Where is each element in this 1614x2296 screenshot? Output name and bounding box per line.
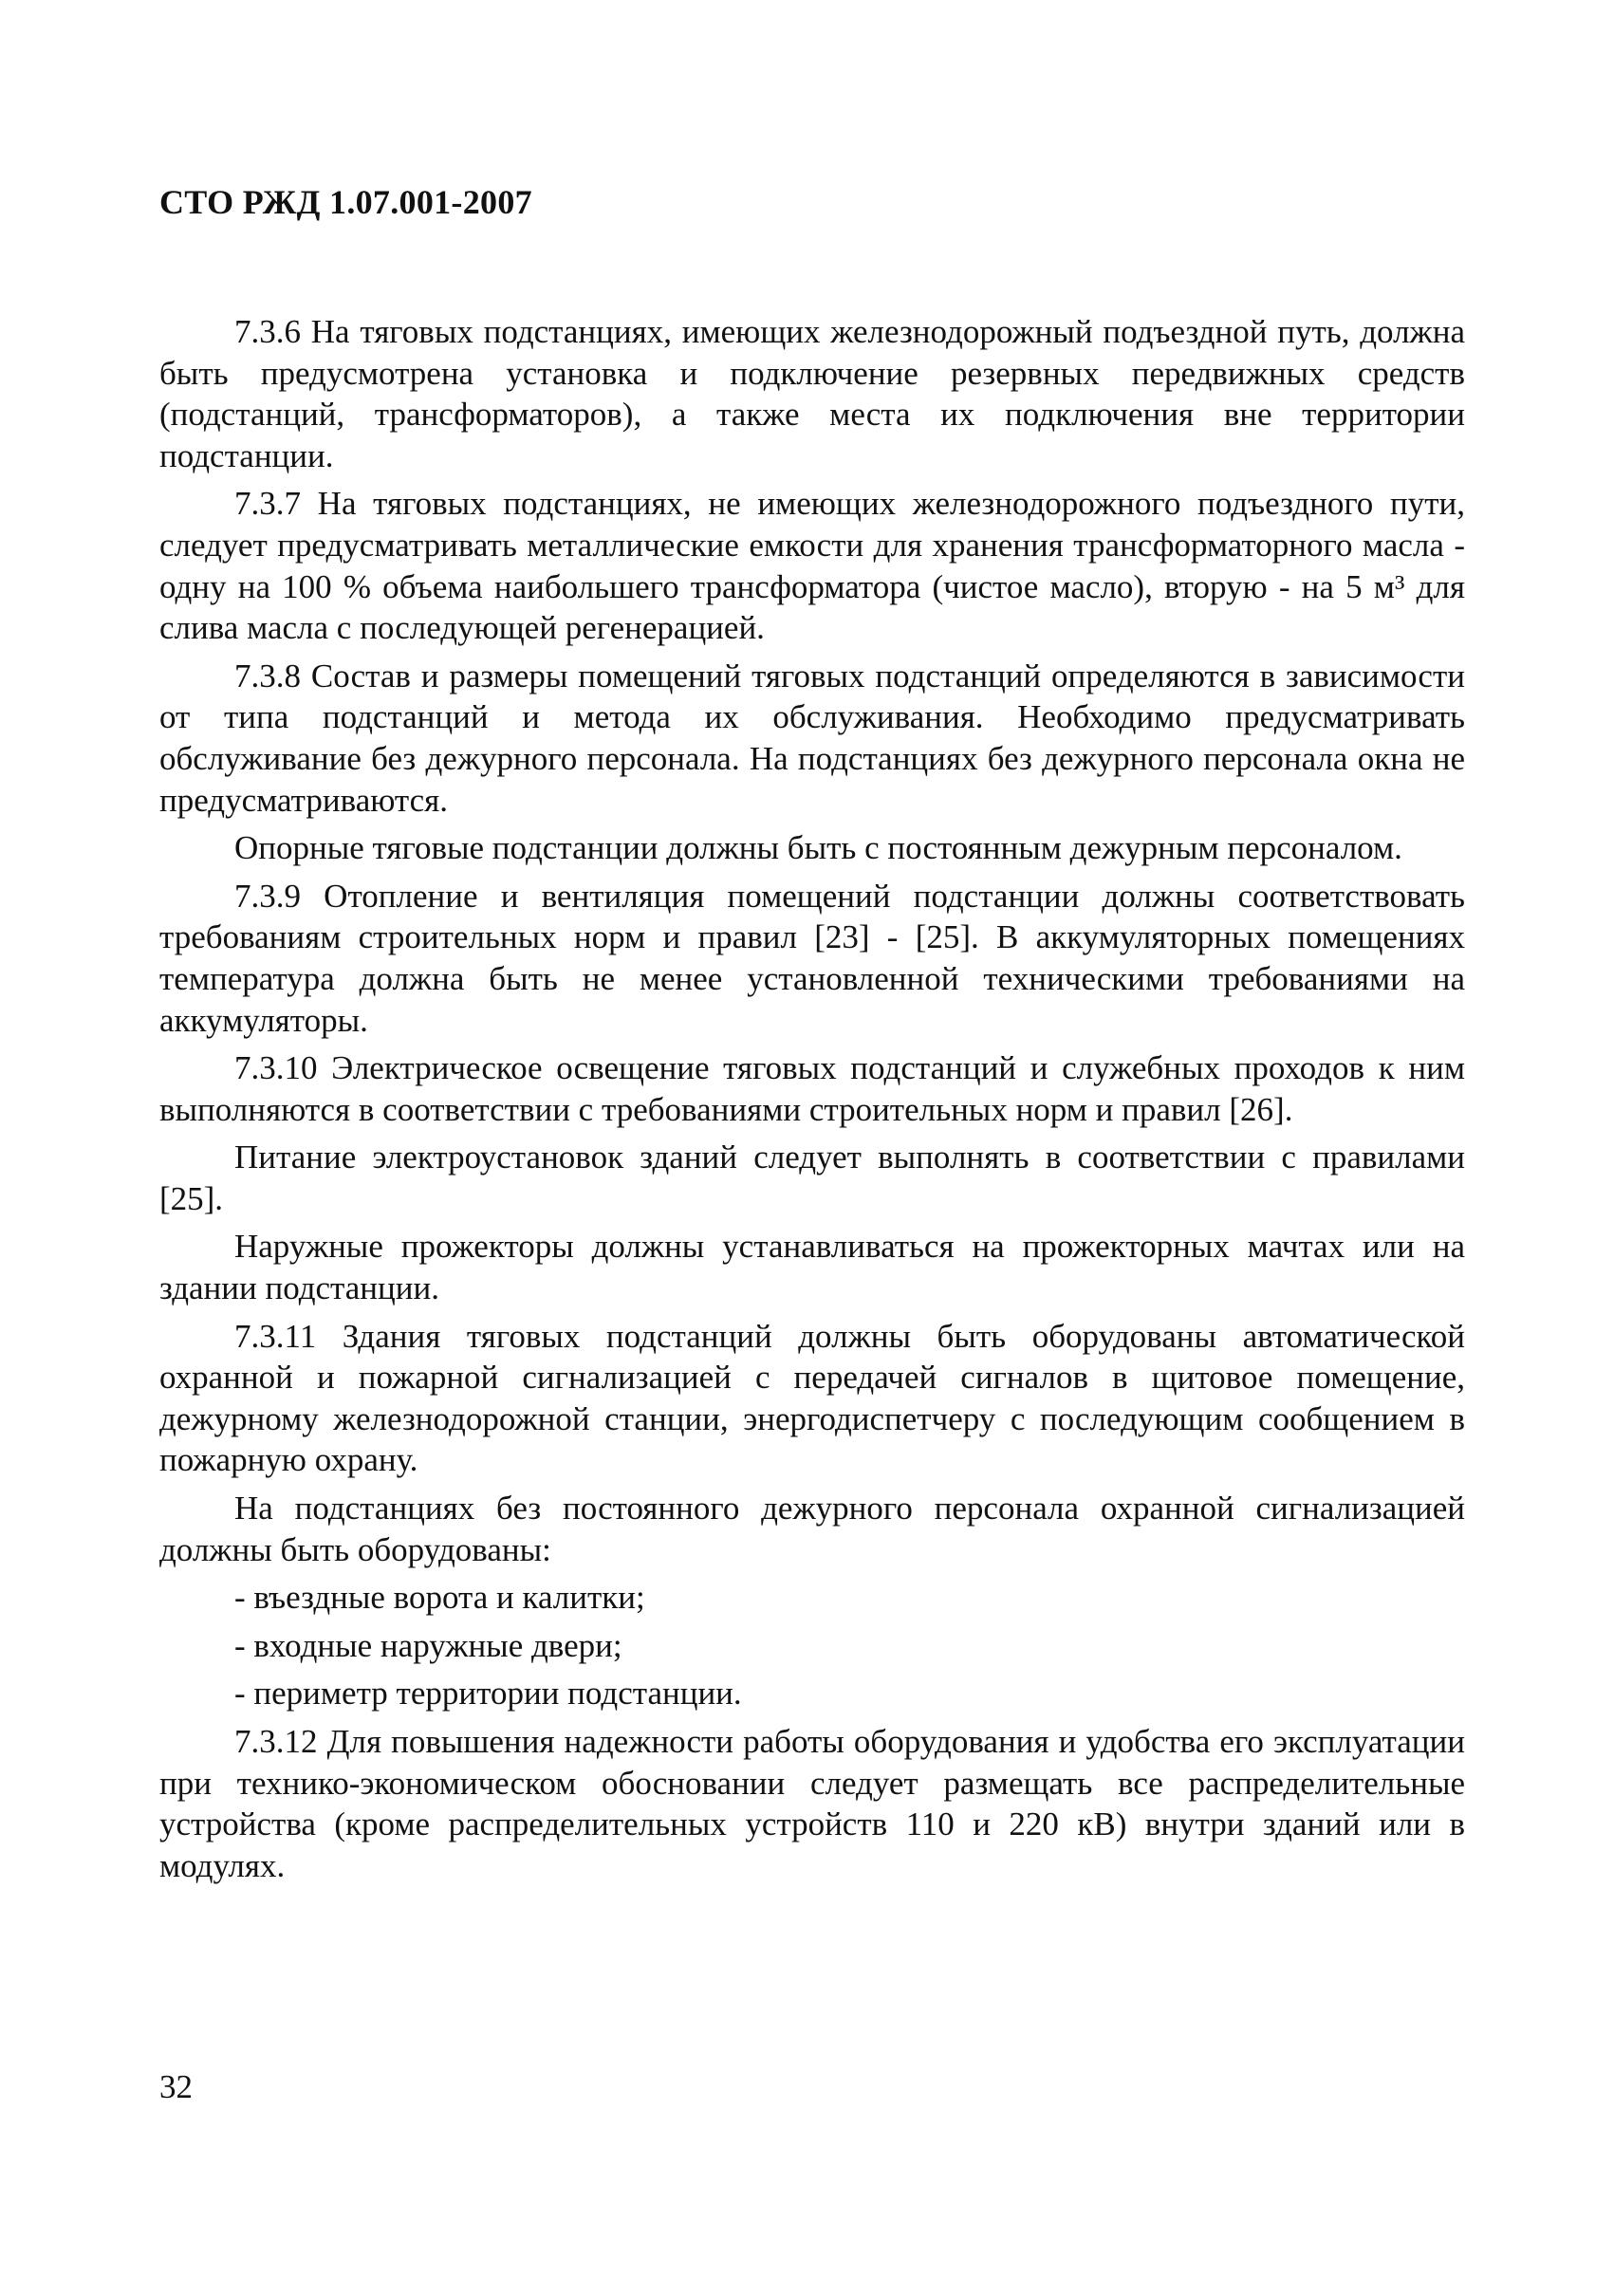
paragraph-7-3-9: 7.3.9 Отопление и вентиляция помещений подстанции должны соответствовать требованиям строительных норм и правил [23] - [25]. В аккумуляторных помещениях температура должна быть не менее установленной техническими требованиями на аккумуляторы. [159, 877, 1465, 1039]
paragraph-7-3-12: 7.3.12 Для повышения надежности работы оборудования и удобства его эксплуатации при технико-экономическом обосновании следует размещать все распределительные устройства (кроме распределительных устройств 110 и 220 кВ) внутри зданий или в модулях. [159, 1723, 1465, 1884]
list-item-perimeter: - периметр территории подстанции. [234, 1675, 742, 1713]
list-item-gates: - въездные ворота и калитки; [234, 1579, 645, 1617]
document-body [159, 311, 1465, 1893]
paragraph-7-3-11: 7.3.11 Здания тяговых подстанций должны быть оборудованы автоматической охранной и пожарной сигнализацией с передачей сигналов в щитовое помещение, дежурному железнодорожной станции, энергодиспетчеру с последующим сообщением в пожарную охрану. [159, 1317, 1465, 1479]
paragraph-7-3-8: 7.3.8 Состав и размеры помещений тяговых подстанций определяются в зависимости от типа подстанций и метода их обслуживания. Необходимо предусматривать обслуживание без дежурного персонала. На подстанциях без дежурного персонала окна не предусматриваются. [159, 657, 1465, 819]
paragraph-7-3-10: 7.3.10 Электрическое освещение тяговых подстанций и служебных проходов к ним выполняются в соответствии с требованиями строительных норм и правил [26]. [159, 1049, 1465, 1128]
document-code-header: СТО РЖД 1.07.001-2007 [159, 183, 532, 221]
paragraph-7-3-10-power-supply: Питание электроустановок зданий следует выполнять в соответствии с правилами [25]. [159, 1139, 1465, 1217]
paragraph-7-3-7: 7.3.7 На тяговых подстанциях, не имеющих железнодорожного подъездного пути, следует предусматривать металлические емкости для хранения трансформаторного масла - одну на 100 % объема наибольшего трансформатора (чистое масло), вторую - на 5 м³ для слива масла с последующей регенерацией. [159, 485, 1465, 647]
paragraph-7-3-11-security-alarm: На подстанциях без постоянного дежурного персонала охранной сигнализацией должны быть оборудованы: [159, 1490, 1465, 1568]
list-item-doors: - входные наружные двери; [234, 1626, 622, 1664]
paragraph-7-3-10-floodlights: Наружные прожекторы должны устанавливаться на прожекторных мачтах или на здании подстанции. [159, 1228, 1465, 1307]
paragraph-7-3-6: 7.3.6 На тяговых подстанциях, имеющих железнодорожный подъездной путь, должна быть предусмотрена установка и подключение резервных передвижных средств (подстанций, трансформаторов), а также места их подключения вне территории подстанции. [159, 313, 1465, 474]
paragraph-7-3-8-support-substations: Опорные тяговые подстанции должны быть с постоянным дежурным персоналом. [234, 829, 1402, 867]
page-number: 32 [159, 2068, 193, 2105]
